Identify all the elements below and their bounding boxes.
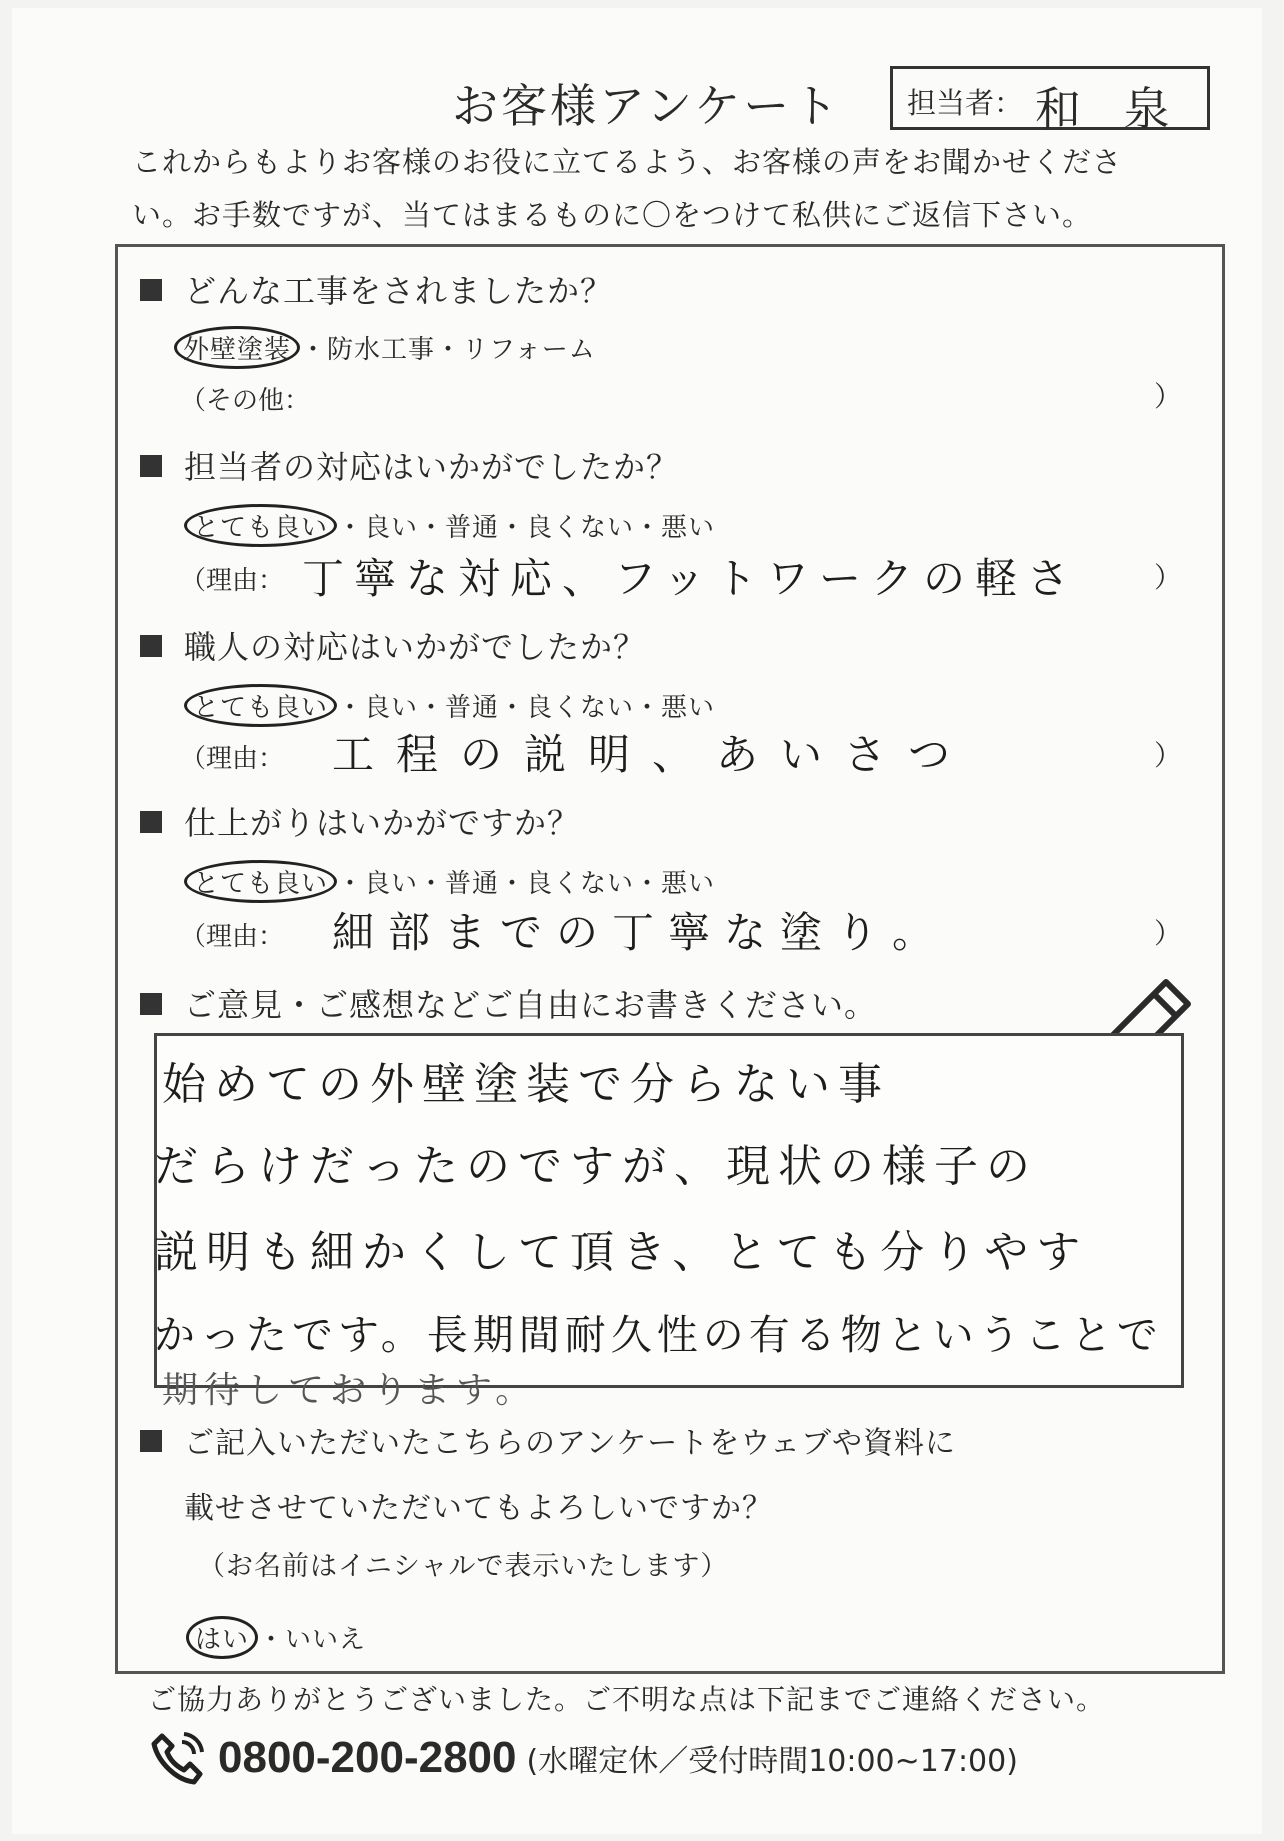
q2-close-paren: ）: [1154, 561, 1183, 594]
phone-row: [150, 1730, 1018, 1786]
q1-options: [180, 326, 596, 369]
question-6-text-2: 載せさせていただいてもよろしいですか？: [184, 1491, 773, 1526]
q2-reason-text: 丁寧な対応、フットワークの軽さ: [302, 554, 1080, 603]
q1-selected-option[interactable]: 外壁塗装: [174, 326, 300, 369]
question-5: [140, 980, 877, 1026]
comment-line-4: かったです。長期間耐久性の有る物ということで: [154, 1311, 1163, 1359]
question-1-text: どんな工事をされましたか？: [184, 272, 614, 310]
staff-label: 担当者：: [907, 86, 1024, 120]
bullet-icon: [140, 1430, 162, 1452]
intro-line-1: これからもよりお客様のお役に立てるよう、お客様の声をお聞かせくださ: [132, 145, 1123, 179]
business-hours: (水曜定休／受付時間10:00~17:00): [526, 1744, 1018, 1779]
intro-line-2: い。お手数ですが、当てはまるものに〇をつけて私供にご返信下さい。: [132, 198, 1093, 232]
bullet-icon: [140, 993, 162, 1015]
bullet-icon: [140, 455, 162, 477]
comment-line-5: 期待しております。: [162, 1370, 538, 1411]
bullet-icon: [140, 279, 162, 301]
comment-line-2: だらけだったのですが、現状の様子の: [154, 1141, 1038, 1192]
staff-box: [890, 66, 1210, 136]
phone-icon: [150, 1730, 208, 1786]
comment-line-3: 説明も細かくして頂き、とても分りやす: [154, 1227, 1089, 1278]
q4-close-paren: ）: [1154, 917, 1183, 950]
q1-other-label: （その他：: [180, 386, 311, 416]
question-4-text: 仕上がりはいかがですか？: [184, 804, 581, 842]
q1-other-options[interactable]: ・防水工事・リフォーム: [300, 335, 596, 365]
q6-other-options[interactable]: ・いいえ: [258, 1625, 367, 1655]
question-2-text: 担当者の対応はいかがでしたか？: [184, 448, 680, 486]
q4-other-options[interactable]: ・良い・普通・良くない・悪い: [337, 869, 716, 899]
q3-reason-text: 工程の説明、あいさつ: [332, 730, 973, 779]
thanks-text: ご協力ありがとうございました。ご不明な点は下記までご連絡ください。: [148, 1683, 1106, 1716]
q4-reason-text: 細部までの丁寧な塗り。: [332, 908, 949, 957]
q6-options: [192, 1616, 366, 1659]
q3-other-options[interactable]: ・良い・普通・良くない・悪い: [337, 693, 716, 723]
staff-name: 和 泉: [1035, 82, 1184, 136]
q3-reason-label: （理由：: [180, 744, 285, 774]
q3-options: [190, 684, 715, 727]
question-6: [140, 1418, 956, 1462]
q3-selected-option[interactable]: とても良い: [184, 684, 337, 727]
bullet-icon: [140, 635, 162, 657]
q4-selected-option[interactable]: とても良い: [184, 860, 337, 903]
question-6-text-1: ご記入いただいたこちらのアンケートをウェブや資料に: [184, 1426, 956, 1461]
q4-reason-label: （理由：: [180, 922, 285, 952]
phone-number[interactable]: 0800-200-2800: [218, 1733, 517, 1782]
q6-selected-option[interactable]: はい: [186, 1616, 258, 1659]
question-4: [140, 798, 580, 844]
q2-other-options[interactable]: ・良い・普通・良くない・悪い: [337, 513, 716, 543]
q2-selected-option[interactable]: とても良い: [184, 504, 337, 547]
question-2: [140, 442, 679, 488]
question-1: [140, 266, 613, 312]
q4-options: [190, 860, 715, 903]
q1-close-paren: ）: [1154, 380, 1183, 413]
survey-sheet: [12, 8, 1262, 1834]
survey-title: お客様アンケート: [452, 79, 842, 133]
q2-options: [190, 504, 715, 547]
q2-reason-label: （理由：: [180, 566, 285, 596]
question-5-text: ご意見・ご感想などご自由にお書きください。: [184, 986, 878, 1024]
q3-close-paren: ）: [1154, 739, 1183, 772]
question-3-text: 職人の対応はいかがでしたか？: [184, 628, 647, 666]
q6-note: （お名前はイニシャルで表示いたします）: [198, 1551, 729, 1582]
bullet-icon: [140, 811, 162, 833]
question-3: [140, 622, 646, 668]
comment-line-1: 始めての外壁塗装で分らない事: [162, 1059, 890, 1110]
